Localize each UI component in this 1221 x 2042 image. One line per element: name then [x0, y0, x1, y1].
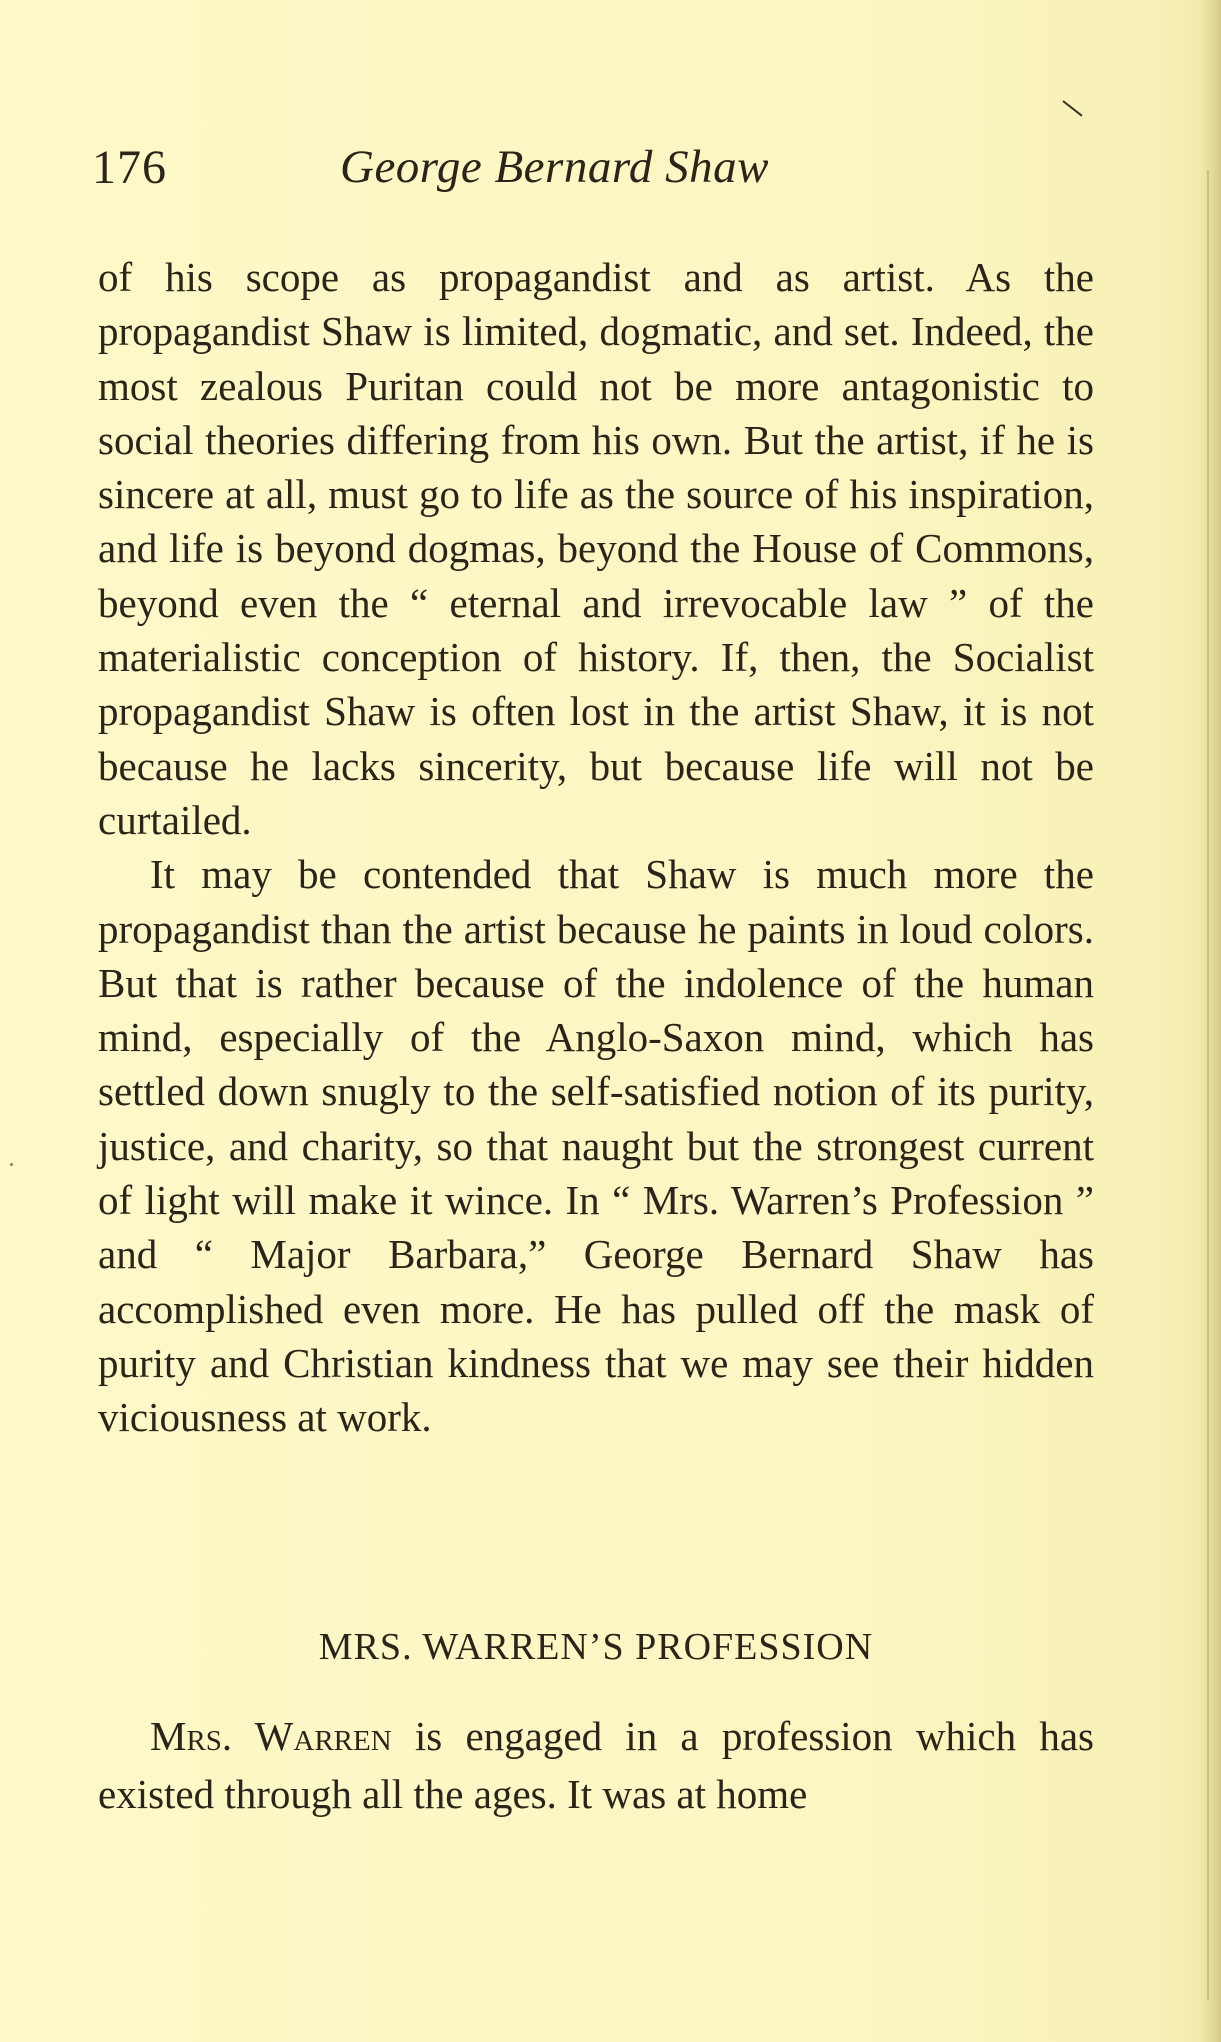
section-paragraph-text: is engaged in a profession which has existed through all the ages. It was at home — [98, 1713, 1094, 1817]
paragraph: of his scope as propagandist and as artist. As the propagandist Shaw is limited, dogmatic, and set. Indeed, the most zealous Puritan could not be more antagonistic to social theories differing from his own. But the artist, if he is sincere at all, must go to life as the source of his inspiration, and life is beyond dogmas, beyond the House of Commons, beyond even the “ eternal and irrevocable law ” of the materialistic conception of history. If, then, the Socialist propagandist Shaw is often lost in the artist Shaw, it is not because he lacks sincerity, but because life will not be curtailed. — [98, 254, 1094, 843]
running-header — [92, 140, 1092, 210]
page-edge-shadow — [1199, 0, 1221, 2042]
stray-ink-mark — [1062, 100, 1082, 116]
body-text — [98, 250, 1094, 1445]
paragraph: It may be contended that Shaw is much more the propagandist than the artist because he paints in loud colors. But that is rather because of the indolence of the human mind, especially of the Anglo-Saxon mind, which has settled down snugly to the self-satisfied notion of its purity, justice, and charity, so that naught but the strongest current of light will make it wince. In “ Mrs. Warren’s Profession ” and “ Major Barbara,” George Bernard Shaw has accomplished even more. He has pulled off the mask of purity and Christian kindness that we may see their hidden viciousness at work. — [98, 851, 1094, 1441]
page-edge-line — [1207, 170, 1209, 2000]
running-title: George Bernard Shaw — [340, 141, 769, 193]
section-heading: MRS. WARREN’S PROFESSION — [318, 1626, 874, 1668]
section-text — [98, 1707, 1094, 1823]
section-paragraph — [98, 1707, 1094, 1823]
stray-ink-dot — [10, 1163, 13, 1166]
page-number: 176 — [92, 141, 167, 194]
lead-name: Mrs. Warren — [150, 1713, 392, 1759]
